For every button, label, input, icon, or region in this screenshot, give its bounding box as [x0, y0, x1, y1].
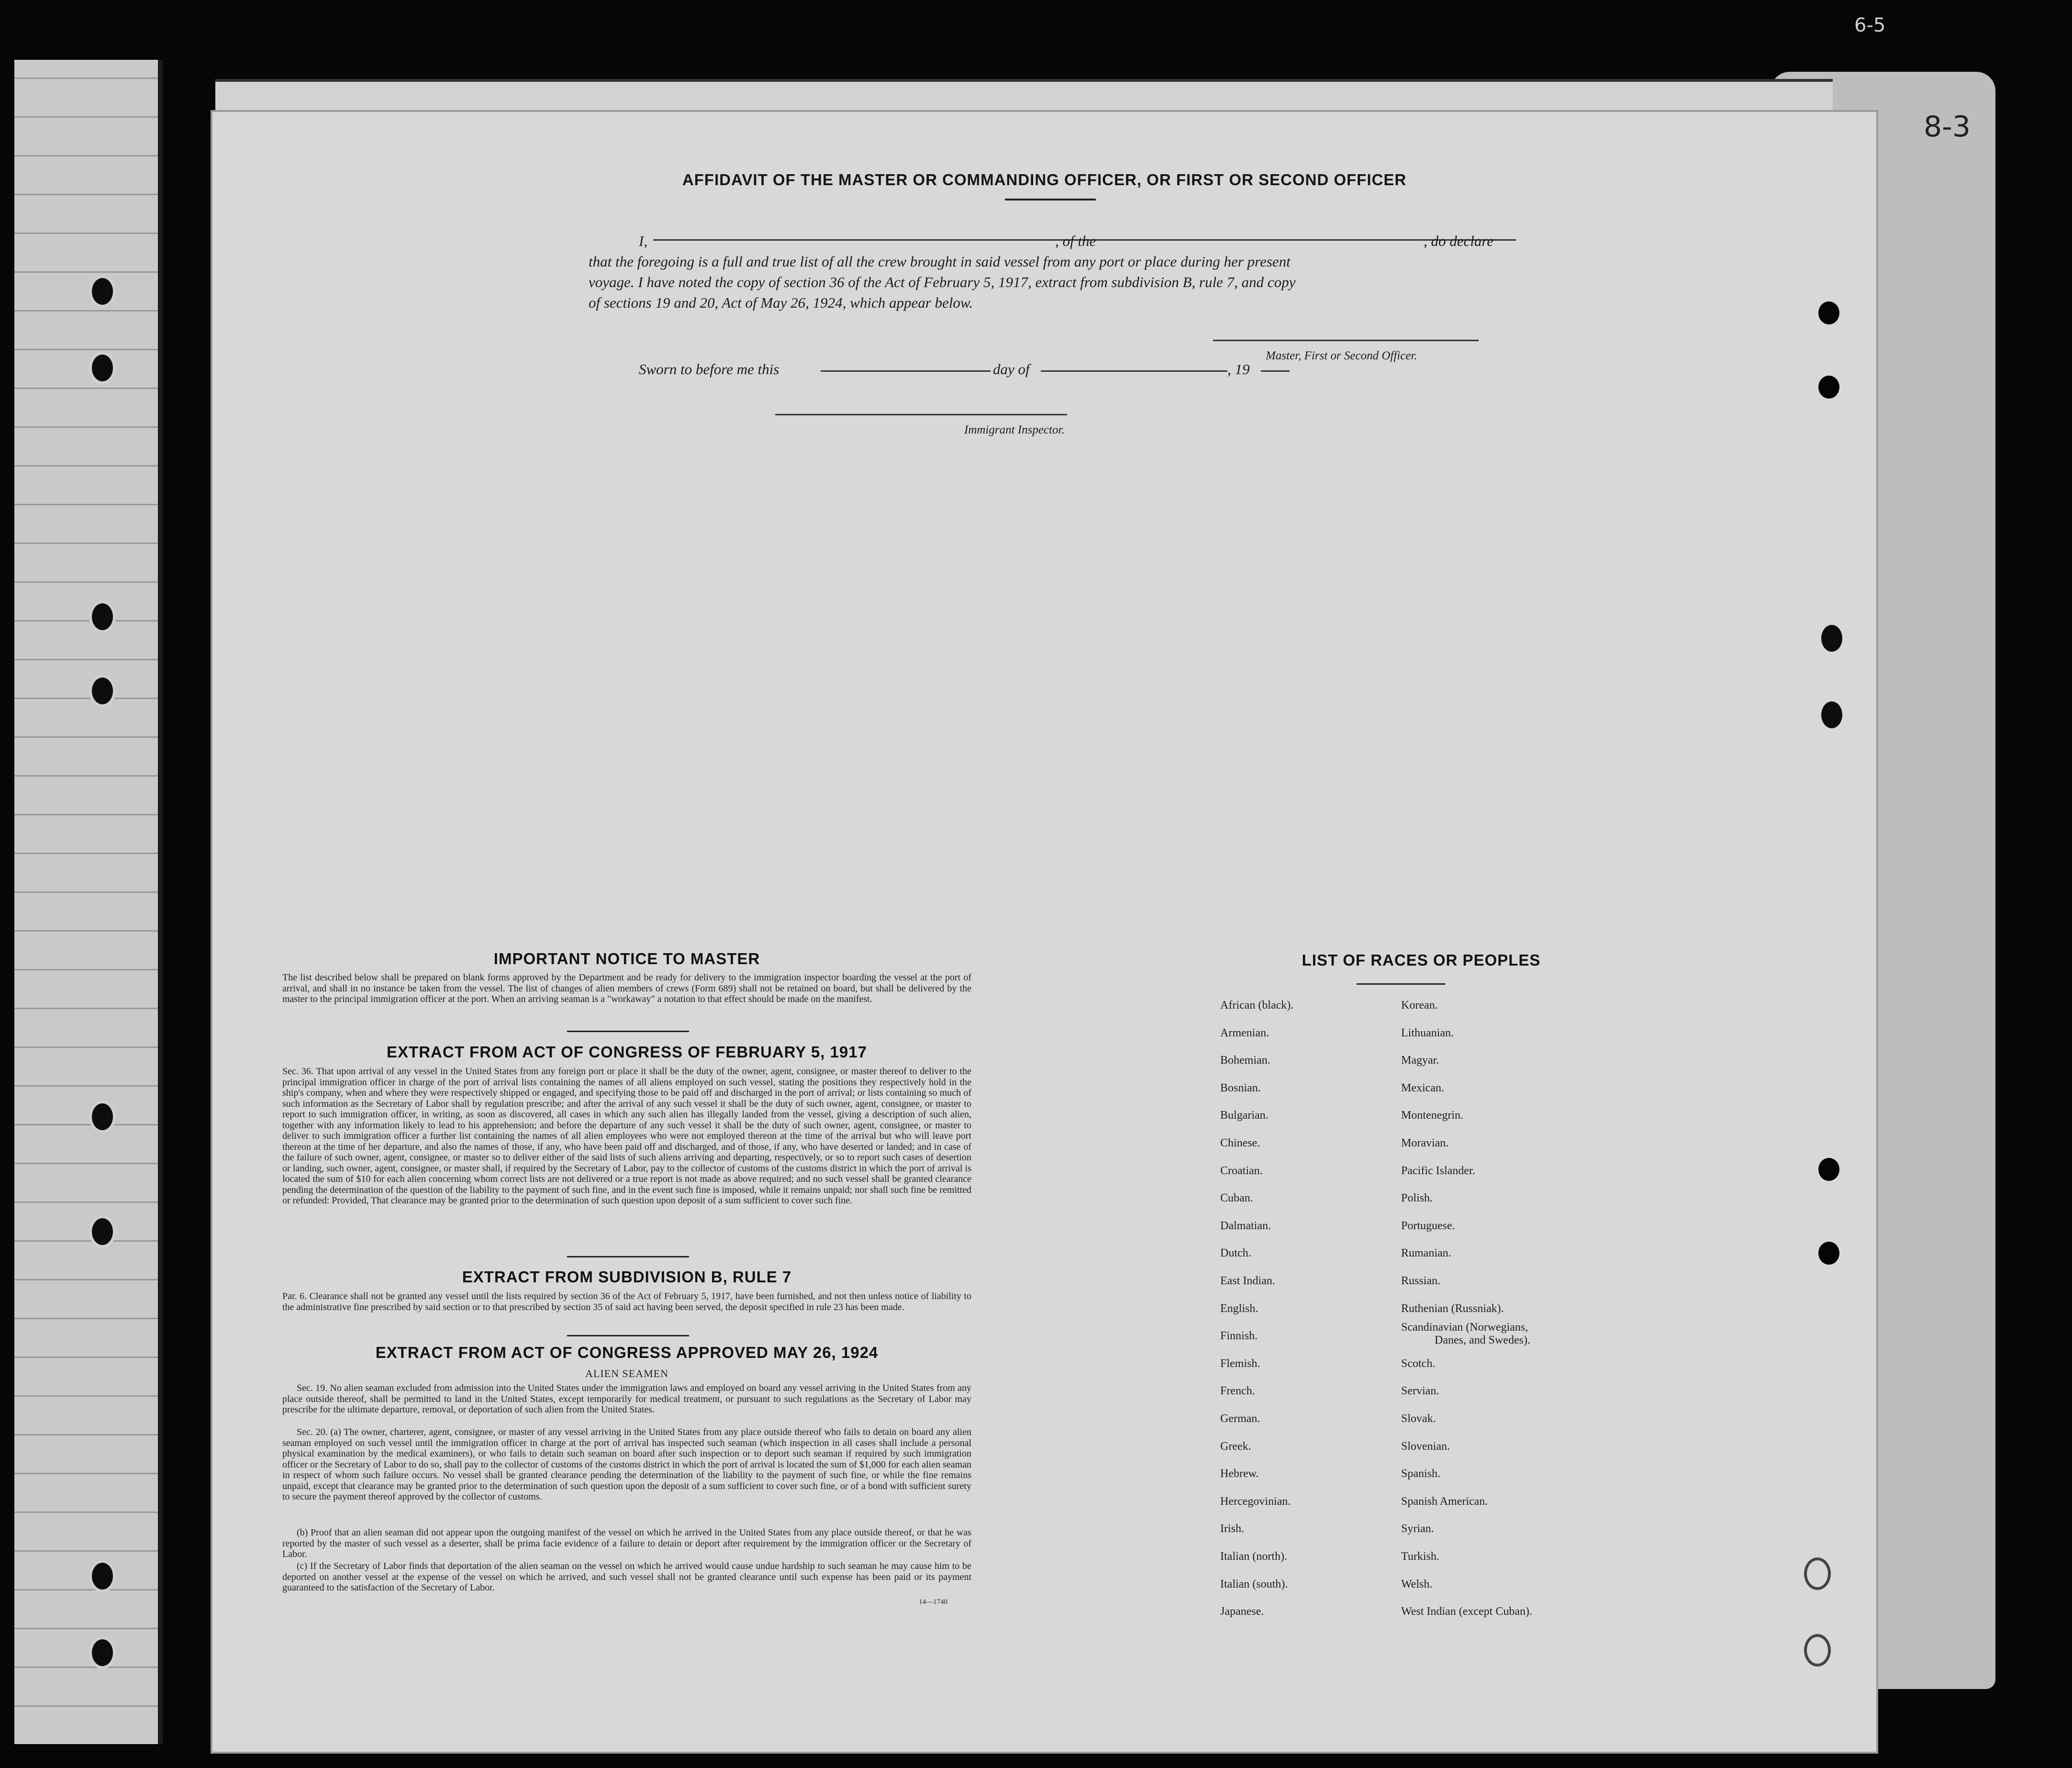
punch-hole — [89, 675, 116, 707]
race-item: Hebrew. — [1220, 1468, 1259, 1480]
race-item: Slovenian. — [1401, 1440, 1450, 1453]
race-item: Japanese. — [1220, 1605, 1264, 1618]
sworn-text: Sworn to before me this — [639, 361, 780, 378]
manifest-form-page — [211, 110, 1878, 1754]
day-line — [821, 370, 991, 372]
race-item: Irish. — [1220, 1523, 1244, 1535]
alien-seamen-subtitle: ALIEN SEAMEN — [585, 1368, 668, 1379]
punch-hole — [1804, 1557, 1831, 1590]
affidavit-declare: , do declare — [1424, 233, 1494, 249]
race-item: Pacific Islander. — [1401, 1164, 1475, 1177]
master-signature-label: Master, First or Second Officer. — [1266, 349, 1417, 362]
race-item: Montenegrin. — [1401, 1109, 1463, 1122]
race-item: Finnish. — [1220, 1330, 1258, 1343]
notice-title: IMPORTANT NOTICE TO MASTER — [493, 950, 760, 967]
sec19-body: Sec. 19. No alien seaman excluded from admission into the United States under the immigration laws and employed on board any vessel arriving in the United States from any place outside thereof, shall be permitted to land in the United States, except temporarily for medical treatment, or pursuant to such regulations as the Secretary of Labor may prescribe for the ultimate departure, removal, or deportation of such alien from the United States. — [282, 1383, 971, 1415]
affidavit-line-3: voyage. I have noted the copy of section 36 of the Act of February 5, 1917, extract from subdivision B, rule 7, and copy — [589, 274, 1296, 290]
sec20c-body: (c) If the Secretary of Labor finds that deportation of the alien seaman on the vessel on which he arrived would cause undue hardship to such seaman he may cause him to be deported on another vessel at the expense of the vessel on which he arrived, and such vessel shall not be granted clearance until such expense has been paid or its payment guaranteed to the satisfaction of the Secretary of Labor. — [282, 1561, 971, 1593]
affidavit-line-2: that the foregoing is a full and true list of all the crew brought in said vessel from any port or place during her present — [589, 253, 1291, 270]
punch-hole — [1818, 301, 1839, 324]
race-item: Turkish. — [1401, 1550, 1439, 1563]
month-line — [1041, 370, 1227, 372]
race-item: French. — [1220, 1385, 1255, 1398]
day-of-text: day of — [993, 361, 1030, 378]
race-item: Bulgarian. — [1220, 1109, 1269, 1122]
punch-hole — [1818, 1158, 1839, 1181]
extract-rule7-title: EXTRACT FROM SUBDIVISION B, RULE 7 — [462, 1268, 792, 1286]
race-item: Greek. — [1220, 1440, 1251, 1453]
race-item: Flemish. — [1220, 1357, 1260, 1370]
race-item: Polish. — [1401, 1192, 1433, 1205]
extract-1917-body: Sec. 36. That upon arrival of any vessel in the United States from any foreign port or place it shall be the duty of the owner, agent, consignee, or master thereof to deliver to the principal immigration officer in charge of the port of arrival lists containing the names of all aliens employed on such vessel, stating the positions they respectively hold in the ship's company, when and where they were respectively shipped or engaged, and specifying those to be paid off and discharged in the port of arrival; or lists containing so much of such information as the Secretary of Labor shall by regulation prescribe; and after the arrival of any such vessel it shall be the duty of such owner, agent, consignee, or master to report to such immigration officer, in writing, as soon as discovered, all cases in which any such alien has illegally landed from the vessel, giving a description of such alien, together with any information likely to lead to his apprehension; and before the departure of any such vessel it shall be the duty of such owner, agent, consignee, or master to deliver to such immigration officer a further list containing the names of all alien employees who were not employed thereon at the time of the arrival but who will leave port thereon at the time of her departure, and also the names of those, if any, who have been paid off and discharged, and of those, if any, who have deserted or landed; and in case of the failure of such owner, agent, consignee, or master so to deliver either of the said lists of such aliens arriving and departing, respectively, or so to report such cases of desertion or landing, such owner, agent, consignee, or master shall, if required by the Secretary of Labor, pay to the collector of customs of the customs district in which the port of arrival is located the sum of $10 for each alien concerning whom correct lists are not delivered or a true report is not made as above required; and no such vessel shall be granted clearance pending the determination of the question of the liability to the payment of such fine, and in the event such fine is imposed, while it remains unpaid; nor shall such fine be remitted or refunded: Provided, That clearance may be granted prior to the determination of such question upon deposit of a sum sufficient to cover such fine. — [282, 1066, 971, 1206]
punch-hole — [89, 1636, 116, 1669]
section-rule — [567, 1256, 689, 1257]
race-item: Moravian. — [1401, 1137, 1449, 1149]
race-item: Armenian. — [1220, 1026, 1269, 1039]
inspector-signature-line — [775, 414, 1067, 415]
race-item: Bosnian. — [1220, 1081, 1261, 1094]
race-item: Chinese. — [1220, 1137, 1260, 1149]
section-rule — [567, 1335, 689, 1336]
sec20b-body: (b) Proof that an alien seaman did not appear upon the outgoing manifest of the vessel on which he arrived in the United States from any place outside thereof, or that he was reported by the master of such vessel as a deserter, shall be prima facie evidence of a failure to detain or deport after requirement by the immigration officer or the Secretary of Labor. — [282, 1527, 971, 1559]
race-item: Ruthenian (Russniak). — [1401, 1302, 1504, 1315]
race-item: Scotch. — [1401, 1357, 1436, 1370]
race-item: Servian. — [1401, 1385, 1439, 1398]
punch-hole — [1818, 1242, 1839, 1265]
race-item: Croatian. — [1220, 1164, 1263, 1177]
margin-mark: 8-3 — [1924, 110, 1971, 144]
race-item: English. — [1220, 1302, 1259, 1315]
race-item: Syrian. — [1401, 1523, 1434, 1535]
corner-mark: 6-5 — [1854, 14, 1886, 36]
race-item: German. — [1220, 1412, 1260, 1425]
races-title: LIST OF RACES OR PEOPLES — [1302, 951, 1541, 969]
punch-hole — [1804, 1634, 1831, 1667]
punch-hole — [89, 352, 116, 384]
race-item: West Indian (except Cuban). — [1401, 1605, 1532, 1618]
race-item: Spanish. — [1401, 1468, 1441, 1480]
notice-body: The list described below shall be prepared on blank forms approved by the Department and be ready for delivery to the immigration inspector boarding the vessel at the port of arrival, and shall in no instance be taken from the vessel. The list of changes of alien members of crews (Form 689) shall not be retained on board, but shall be delivered by the master to the principal immigration officer at the port. When an arriving seaman is a "workaway" a notation to that effect should be made on the manifest. — [282, 972, 971, 1004]
punch-hole — [1818, 622, 1845, 655]
year-line — [1261, 370, 1290, 372]
race-item: Scandinavian (Norwegians, — [1401, 1321, 1528, 1334]
race-item: Dutch. — [1220, 1247, 1251, 1260]
inspector-signature-label: Immigrant Inspector. — [964, 423, 1065, 436]
section-rule — [567, 1031, 689, 1032]
punch-hole — [1818, 376, 1839, 399]
punch-hole — [1818, 699, 1845, 731]
races-rule — [1357, 983, 1445, 985]
punch-hole — [89, 600, 116, 633]
punch-hole — [89, 275, 116, 308]
race-item: Mexican. — [1401, 1081, 1444, 1094]
affidavit-title: AFFIDAVIT OF THE MASTER OR COMMANDING OFFICER, OR FIRST OR SECOND OFFICER — [682, 171, 1407, 189]
race-item: East Indian. — [1220, 1275, 1275, 1287]
race-item: Magyar. — [1401, 1054, 1439, 1067]
race-item: Rumanian. — [1401, 1247, 1451, 1260]
title-rule — [1005, 199, 1096, 200]
race-item: Dalmatian. — [1220, 1219, 1271, 1232]
race-item: Portuguese. — [1401, 1219, 1455, 1232]
underlying-ruled-sheet — [14, 60, 163, 1744]
race-item: Cuban. — [1220, 1192, 1253, 1205]
punch-hole — [89, 1560, 116, 1592]
punch-hole — [89, 1215, 116, 1248]
extract-1924-title: EXTRACT FROM ACT OF CONGRESS APPROVED MAY 26, 1924 — [375, 1344, 879, 1361]
race-item: Welsh. — [1401, 1578, 1433, 1590]
affidavit-line-4: of sections 19 and 20, Act of May 26, 1924, which appear below. — [589, 294, 973, 311]
race-item: Bohemian. — [1220, 1054, 1270, 1067]
affidavit-i: I, — [639, 233, 648, 249]
race-item: Spanish American. — [1401, 1495, 1488, 1508]
race-item: Lithuanian. — [1401, 1026, 1454, 1039]
punch-hole — [89, 1101, 116, 1133]
race-item: Korean. — [1401, 999, 1438, 1012]
affidavit-of-the: , of the — [1055, 233, 1096, 249]
race-item: Hercegovinian. — [1220, 1495, 1291, 1508]
race-item-continuation: Danes, and Swedes). — [1435, 1334, 1530, 1346]
extract-1917-title: EXTRACT FROM ACT OF CONGRESS OF FEBRUARY 5, 1917 — [387, 1043, 867, 1061]
race-item: Russian. — [1401, 1275, 1441, 1287]
race-item: Italian (south). — [1220, 1578, 1288, 1590]
sec20a-body: Sec. 20. (a) The owner, charterer, agent, consignee, or master of any vessel arriving in the United States from any place outside thereof who fails to detain on board any alien seaman employed on such vessel until the immigration officer in charge at the port of arrival has inspected such seaman (which inspection in all cases shall include a personal physical examination by the medical examiners), or who fails to detain such seaman on board after such inspection or to deport such seaman if required by such immigration officer or the Secretary of Labor to do so, shall pay to the collector of customs of the customs district in which the port of arrival is located the sum of $1,000 for each alien seaman in respect of whom such failure occurs. No vessel shall be granted clearance pending the determination of the liability to the payment of such fine, or while the fine remains unpaid, except that clearance may be granted prior to the determination of such question upon the deposit of a sum sufficient to cover such fine, or of a bond with sufficient surety to secure the payment thereof approved by the collector of customs. — [282, 1427, 971, 1502]
race-item: Italian (north). — [1220, 1550, 1287, 1563]
year-text: , 19 — [1227, 361, 1250, 378]
race-item: African (black). — [1220, 999, 1294, 1012]
form-number: 14—1740 — [919, 1598, 947, 1606]
extract-rule7-body: Par. 6. Clearance shall not be granted any vessel until the lists required by section 36 of the Act of February 5, 1917, have been furnished, and not then unless notice of liability to the administrative fine prescribed by said section or to that prescribed by section 35 of said act having been served, the deposit specified in rule 23 has been made. — [282, 1291, 971, 1312]
race-item: Slovak. — [1401, 1412, 1436, 1425]
master-signature-line — [1213, 340, 1479, 341]
